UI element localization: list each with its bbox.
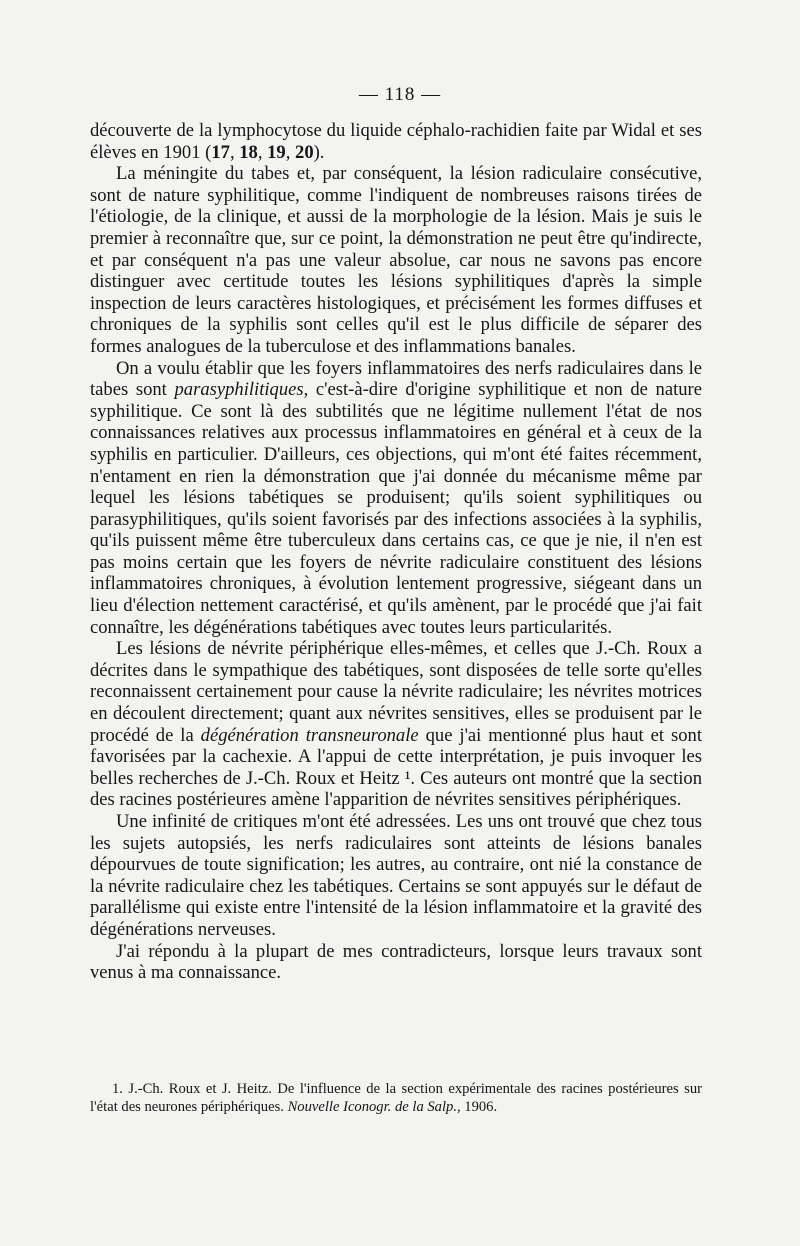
text-run: 1. J.-Ch. Roux et J. Heitz. De l'influence de la section expérimentale des racines postérieures sur l'état des neurones périphériques. — [90, 1081, 702, 1115]
text-run: , — [285, 141, 296, 163]
body-text — [90, 120, 702, 984]
text-run: J'ai répondu à la plupart de mes contradicteurs, lorsque leurs travaux sont venus à ma connaissance. — [90, 940, 702, 984]
footnote — [90, 1080, 702, 1116]
text-run: , 1906. — [456, 1099, 498, 1115]
reference-number: 17 — [211, 141, 230, 163]
text-run: On a voulu établir que les foyers inflammatoires des nerfs radiculaires dans le tabes sont — [90, 357, 702, 401]
reference-number: 19 — [267, 141, 286, 163]
italic-term: dégénération transneuronale — [200, 724, 419, 746]
paragraph — [90, 941, 702, 984]
text-run: , c'est-à-dire d'origine syphilitique et non de nature syphilitique. Ce sont là des subtilités que ne légitime nullement l'état de nos connaissances relatives aux processus inflammatoires en général et à ceux de la syphilis en particulier. D'ailleurs, ces objections, qui m'ont été faites récemment, n'entament en rien la démonstration que j'ai donnée du mécanisme même par lequel les lésions tabétiques se produisent; qu'ils soient syphilitiques ou parasyphilitiques, qu'ils soient favorisés par des infections associées à la syphilis, qu'ils puissent même être tuberculeux dans certains cas, ce que je nie, il n'en est pas moins certain que les foyers de névrite radiculaire constituent des lésions inflammatoires chroniques, à évolution lentement progressive, siégeant dans un lieu d'élection nettement caractérisé, et qu'ils amènent, par le procédé que j'ai fait connaître, les dégénérations tabétiques avec toutes leurs particularités. — [90, 379, 702, 638]
footnote-marker: ¹ — [404, 767, 411, 789]
text-run: Une infinité de critiques m'ont été adressées. Les uns ont trouvé que chez tous les sujets autopsiés, les nerfs radiculaires sont atteints de lésions banales dépourvues de toute signification; les autres, au contraire, ont nié la constance de la névrite radiculaire chez les tabétiques. Certains se sont appuyés sur le défaut de parallélisme qui existe entre l'intensité de la lésion inflammatoire et la gravité des dégénérations nerveuses. — [90, 811, 702, 940]
text-run: La méningite du tabes et, par conséquent, la lésion radiculaire consécutive, sont de nature syphilitique, comme l'indiquent de nombreuses raisons tirées de l'étiologie, de la clinique, et aussi de la morphologie de la lésion. Mais je suis le premier à reconnaître que, sur ce point, la démonstration ne peut être qu'indirecte, et par conséquent n'a pas une valeur absolue, car nous ne savons pas encore distinguer avec certitude toutes les lésions syphilitiques d'après la simple inspection de leurs caractères histologiques, et précisément les formes diffuses et chroniques de la syphilis sont celles qu'il est le plus difficile de séparer des formes analogues de la tuberculose et des inflammations banales. — [90, 163, 702, 357]
text-run: , — [257, 141, 268, 163]
journal-title: Nouvelle Iconogr. de la Salp. — [287, 1099, 457, 1115]
page-number: — 118 — — [358, 84, 442, 105]
paragraph — [90, 811, 702, 941]
text-run: que j'ai mentionné plus haut et sont favorisées par la cachexie. A l'appui de cette interprétation, je puis invoquer les belles recherches de J.-Ch. Roux et Heitz — [90, 724, 702, 789]
text-run: . Ces auteurs ont montré que la section des racines postérieures amène l'apparition de névrites sensitives périphériques. — [90, 767, 702, 811]
text-run: ). — [313, 141, 325, 163]
footnote-text — [90, 1080, 702, 1116]
italic-term: parasyphilitiques — [174, 379, 304, 401]
text-run: Les lésions de névrite périphérique elles-mêmes, et celles que J.-Ch. Roux a décrites dans le sympathique des tabétiques, sont disposées de telle sorte qu'elles reconnaissent certainement pour cause la névrite radiculaire; les névrites motrices en découlent directement; quant aux névrites sensitives, elles se produisent par le procédé de la — [90, 638, 702, 746]
paragraph — [90, 163, 702, 357]
reference-number: 18 — [239, 141, 258, 163]
text-run: , — [229, 141, 240, 163]
paragraph — [90, 358, 702, 639]
paragraph — [90, 120, 702, 163]
reference-number: 20 — [295, 141, 314, 163]
text-run: découverte de la lymphocytose du liquide céphalo-rachidien faite par Widal et ses élèves en 1901 ( — [90, 120, 702, 163]
paragraph — [90, 638, 702, 811]
